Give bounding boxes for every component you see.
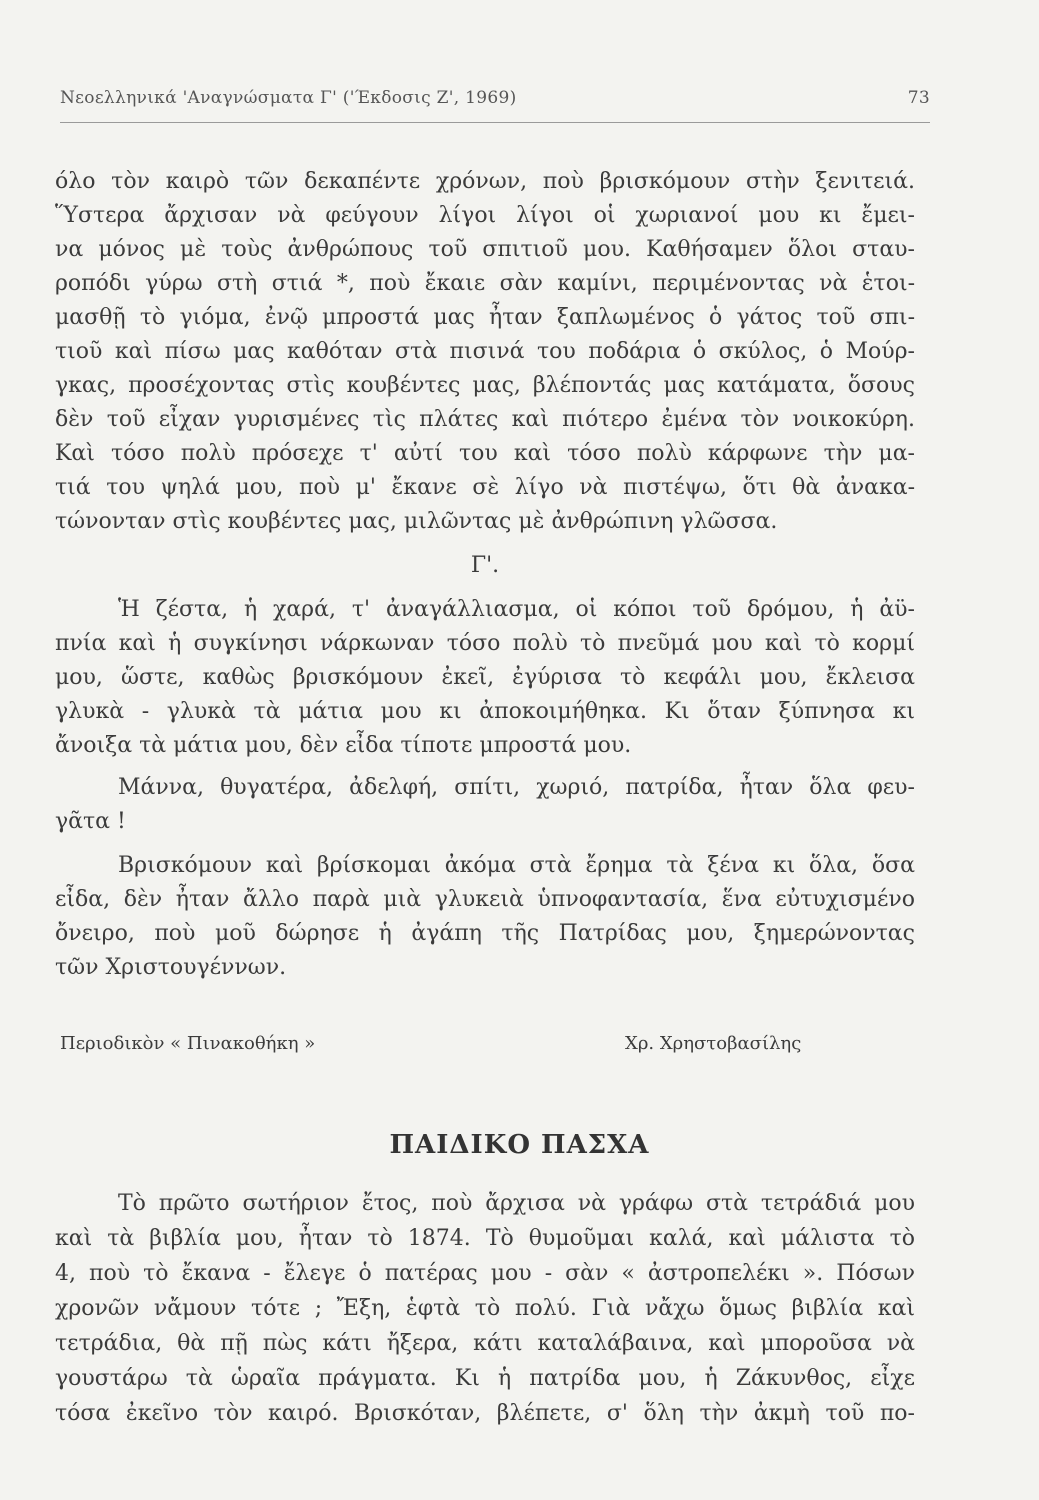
text-line: τιά του ψηλά μου, ποὺ μ' ἔκανε σὲ λίγο νὰ πιστέψω, ὅτι θὰ ἀνακα- xyxy=(55,475,915,500)
text-line: ἄνοιξα τὰ μάτια μου, δὲν εἶδα τίποτε μπροστά μου. xyxy=(55,733,632,758)
text-line: τιοῦ καὶ πίσω μας καθόταν στὰ πισινά του ποδάρια ὁ σκύλος, ὁ Μούρ- xyxy=(55,339,915,364)
text-line: ροπόδι γύρω στὴ στιά *, ποὺ ἔκαιε σὰν καμίνι, περιμένοντας νὰ ἑτοι- xyxy=(55,271,915,296)
text-line: τετράδια, θὰ πῇ πὼς κάτι ἤξερα, κάτι καταλάβαινα, καὶ μποροῦσα νὰ xyxy=(55,1331,915,1356)
section-mark: Γ'. xyxy=(470,553,500,578)
text-line: όλο τὸν καιρὸ τῶν δεκαπέντε χρόνων, ποὺ βρισκόμουν στὴν ξενιτειά. xyxy=(55,169,915,194)
text-line: Μάννα, θυγατέρα, ἀδελφή, σπίτι, χωριό, πατρίδα, ἦταν ὅλα φευ- xyxy=(118,775,915,800)
header-rule xyxy=(60,122,930,123)
text-line: Τὸ πρῶτο σωτήριον ἔτος, ποὺ ἄρχισα νὰ γράφω στὰ τετράδιά μου xyxy=(118,1191,915,1216)
text-line: γκας, προσέχοντας στὶς κουβέντες μας, βλέποντάς μας κατάματα, ὅσους xyxy=(55,373,915,398)
text-line: χρονῶν νἄμουν τότε ; Ἔξη, ἑφτὰ τὸ πολύ. Γιὰ νἄχω ὅμως βιβλία καὶ xyxy=(55,1296,915,1321)
text-line: δὲν τοῦ εἶχαν γυρισμένες τὶς πλάτες καὶ πιότερο ἐμένα τὸν νοικοκύρη. xyxy=(55,407,915,432)
text-line: μου, ὥστε, καθὼς βρισκόμουν ἐκεῖ, ἐγύρισα τὸ κεφάλι μου, ἔκλεισα xyxy=(55,665,915,690)
text-line: εἶδα, δὲν ἦταν ἄλλο παρὰ μιὰ γλυκειὰ ὑπνοφαντασία, ἕνα εὐτυχισμένο xyxy=(55,887,915,912)
text-line: τῶν Χριστουγέννων. xyxy=(55,955,287,980)
text-line: καὶ τὰ βιβλία μου, ἦταν τὸ 1874. Τὸ θυμοῦμαι καλά, καὶ μάλιστα τὸ xyxy=(55,1226,915,1251)
text-line: γουστάρω τὰ ὡραῖα πράγματα. Κι ἡ πατρίδα μου, ἡ Ζάκυνθος, εἶχε xyxy=(55,1366,915,1391)
text-line: γᾶτα ! xyxy=(55,809,126,834)
text-line: Ὕστερα ἄρχισαν νὰ φεύγουν λίγοι λίγοι οἱ χωριανοί μου κι ἔμει- xyxy=(55,203,915,228)
text-line: Βρισκόμουν καὶ βρίσκομαι ἀκόμα στὰ ἔρημα τὰ ξένα κι ὅλα, ὅσα xyxy=(118,853,915,878)
text-line: γλυκὰ - γλυκὰ τὰ μάτια μου κι ἀποκοιμήθηκα. Κι ὅταν ξύπνησα κι xyxy=(55,699,915,724)
text-line: πνία καὶ ἡ συγκίνησι νάρκωναν τόσο πολὺ τὸ πνεῦμά μου καὶ τὸ κορμί xyxy=(55,631,915,656)
author-signature: Χρ. Χρηστοβασίλης xyxy=(625,1033,802,1054)
source-citation: Περιοδικὸν « Πινακοθήκη » xyxy=(60,1033,316,1054)
section-title: ΠΑΙΔΙΚΟ ΠΑΣΧΑ xyxy=(389,1130,650,1160)
page-number: 73 xyxy=(907,88,930,108)
running-header xyxy=(60,88,930,108)
running-title: Νεοελληνικά 'Αναγνώσματα Γ' ('Έκδοσις Ζ', 1969) xyxy=(60,88,517,108)
text-line: να μόνος μὲ τοὺς ἀνθρώπους τοῦ σπιτιοῦ μου. Καθήσαμεν ὅλοι σταυ- xyxy=(55,237,915,262)
text-line: τόσα ἐκεῖνο τὸν καιρό. Βρισκόταν, βλέπετε, σ' ὅλη τὴν ἀκμὴ τοῦ πο- xyxy=(55,1401,915,1426)
text-line: ὄνειρο, ποὺ μοῦ δώρησε ἡ ἀγάπη τῆς Πατρίδας μου, ξημερώνοντας xyxy=(55,921,915,946)
text-line: μασθῇ τὸ γιόμα, ἐνῷ μπροστά μας ἦταν ξαπλωμένος ὁ γάτος τοῦ σπι- xyxy=(55,305,915,330)
text-line: 4, ποὺ τὸ ἔκανα - ἔλεγε ὁ πατέρας μου - σὰν « ἀστροπελέκι ». Πόσων xyxy=(55,1261,915,1286)
text-line: Καὶ τόσο πολὺ πρόσεχε τ' αὐτί του καὶ τόσο πολὺ κάρφωνε τὴν μα- xyxy=(55,441,915,466)
text-line: Ἡ ζέστα, ἡ χαρά, τ' ἀναγάλλιασμα, οἱ κόποι τοῦ δρόμου, ἡ ἀϋ- xyxy=(118,597,915,622)
text-line: τώνονταν στὶς κουβέντες μας, μιλῶντας μὲ ἀνθρώπινη γλῶσσα. xyxy=(55,509,778,534)
